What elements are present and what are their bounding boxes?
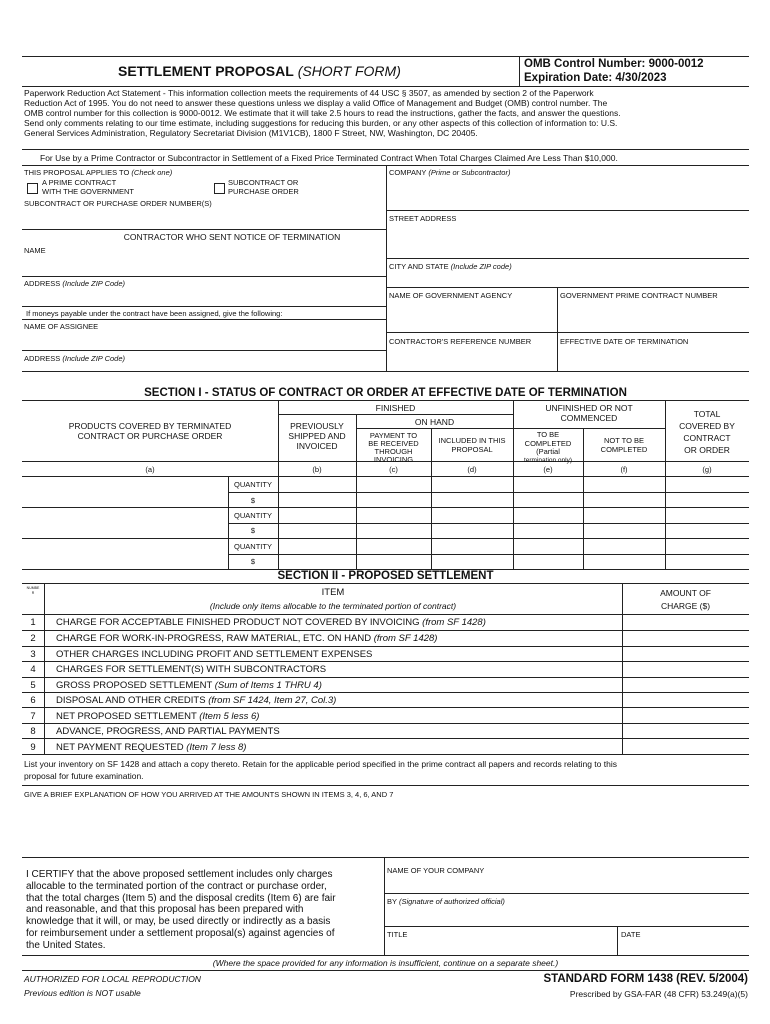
- item-text: CHARGE FOR ACCEPTABLE FINISHED PRODUCT NOT COVERED BY INVOICING (from SF 1428): [56, 617, 486, 628]
- amount-field[interactable]: [624, 725, 747, 737]
- col-e-heading: TO BE COMPLETED (Partial termination only): [523, 430, 573, 464]
- item-heading: ITEM: [321, 587, 345, 598]
- paperwork-line: Send only comments relating to our time estimate, including suggestions for reducing this burden, or any other aspects of this collection of information to: U.S.: [24, 118, 618, 128]
- item-number: 1: [30, 617, 36, 628]
- usage-line: For Use by a Prime Contractor or Subcontractor in Settlement of a Fixed Price Terminated Contract When Total Charges Claimed Are Less Than $10,000.: [40, 153, 618, 163]
- item-number: 4: [30, 664, 36, 675]
- government-agency-field[interactable]: [389, 301, 555, 331]
- amount-field[interactable]: [624, 709, 747, 722]
- paperwork-line: Paperwork Reduction Act Statement - This information collection meets the requirements of 44 USC § 3507, as amended by section 2 of the Paperwork: [24, 88, 594, 98]
- col-letter-c: (c): [389, 465, 398, 474]
- assignee-name-label: NAME OF ASSIGNEE: [24, 322, 99, 331]
- paperwork-line: Reduction Act of 1995. You do not need to answer these questions unless we display a valid Office of Management and Budget (OMB) control number. The: [24, 98, 608, 108]
- amount-field[interactable]: [624, 679, 747, 691]
- quantity-label-1: QUANTITY: [234, 480, 272, 489]
- section2-title: SECTION II - PROPOSED SETTLEMENT: [277, 570, 494, 582]
- inventory-note: List your inventory on SF 1428 and attach a copy thereto. Retain for the applicable period specified in the prime contract all papers and records relating to this proposal for future examination.: [24, 759, 617, 781]
- item-text: NET PAYMENT REQUESTED (Item 7 less 8): [56, 742, 247, 753]
- applies-label: THIS PROPOSAL APPLIES TO (Check one): [24, 168, 173, 177]
- item-text: ADVANCE, PROGRESS, AND PARTIAL PAYMENTS: [56, 726, 280, 737]
- certification-text: I CERTIFY that the above proposed settlement includes only charges allocable to the terminated portion of the contract or purchase order, that the total charges (Item 5) and the disposal credits (Item 6) are fair and reasonable, and that this proposal has been prepared with knowledge that it will, or may, be used directly or indirectly as a basis for reimbursement under a settlement proposal(s) against agencies of the United States.: [26, 869, 336, 951]
- item-text: CHARGE FOR WORK-IN-PROGRESS, RAW MATERIAL, ETC. ON HAND (from SF 1428): [56, 633, 438, 644]
- effective-date-label: EFFECTIVE DATE OF TERMINATION: [560, 337, 689, 346]
- omb-control-number: OMB Control Number: 9000-0012: [524, 58, 704, 70]
- assignee-address-label: ADDRESS (Include ZIP Code): [24, 354, 126, 363]
- section1-title: SECTION I - STATUS OF CONTRACT OR ORDER AT EFFECTIVE DATE OF TERMINATION: [144, 387, 627, 399]
- item-number: 9: [30, 742, 36, 753]
- col-letter-a: (a): [145, 465, 155, 474]
- prime-contract-label: A PRIME CONTRACT WITH THE GOVERNMENT: [42, 178, 134, 196]
- company-label: COMPANY (Prime or Subcontractor): [389, 168, 511, 177]
- prime-contract-number-field[interactable]: [560, 301, 748, 331]
- street-address-field[interactable]: [389, 225, 749, 257]
- form-title-sub: (SHORT FORM): [297, 63, 401, 79]
- subcontract-number-label: SUBCONTRACT OR PURCHASE ORDER NUMBER(S): [24, 199, 212, 208]
- item-number: 8: [30, 726, 36, 737]
- form-title: [118, 63, 401, 79]
- finished-heading: FINISHED: [375, 403, 416, 413]
- form-title-main: SETTLEMENT PROPOSAL: [118, 63, 294, 79]
- col-d-heading: INCLUDED IN THIS PROPOSAL: [438, 436, 506, 454]
- col-c-heading: PAYMENT TO BE RECEIVED THROUGH INVOICING: [368, 431, 419, 464]
- subcontract-number-field[interactable]: [24, 209, 384, 229]
- amount-field[interactable]: [624, 616, 747, 629]
- item-text: GROSS PROPOSED SETTLEMENT (Sum of Items 1 THRU 4): [56, 680, 322, 691]
- explanation-label: GIVE A BRIEF EXPLANATION OF HOW YOU ARRIVED AT THE AMOUNTS SHOWN IN ITEMS 3, 4, 6, AND 7: [24, 790, 394, 799]
- col-letter-f: (f): [620, 465, 628, 474]
- paperwork-statement: [24, 88, 754, 138]
- item-number: 5: [30, 680, 36, 691]
- col-letter-e: (e): [543, 465, 553, 474]
- dollar-label-3: $: [250, 557, 256, 566]
- item-number-label: NUMBER: [26, 586, 40, 595]
- company-name-field[interactable]: [387, 876, 747, 892]
- col-a-heading: PRODUCTS COVERED BY TERMINATED CONTRACT OR PURCHASE ORDER: [68, 421, 232, 441]
- item-number: 2: [30, 633, 36, 644]
- city-state-label: CITY AND STATE (Include ZIP code): [389, 262, 512, 271]
- contractor-name-label: NAME: [24, 246, 46, 255]
- date-label: DATE: [621, 930, 641, 939]
- expiration-date: Expiration Date: 4/30/2023: [524, 72, 667, 84]
- col-f-heading: NOT TO BE COMPLETED: [600, 436, 648, 454]
- dollar-label-2: $: [250, 526, 256, 535]
- on-hand-heading: ON HAND: [414, 417, 455, 427]
- unfinished-heading: UNFINISHED OR NOT COMMENCED: [545, 403, 633, 423]
- contractor-address-label: ADDRESS (Include ZIP Code): [24, 279, 126, 288]
- col-letter-g: (g): [702, 465, 712, 474]
- title-field[interactable]: [387, 940, 615, 954]
- title-label: TITLE: [387, 930, 408, 939]
- government-agency-label: NAME OF GOVERNMENT AGENCY: [389, 291, 513, 300]
- col-g-heading: TOTAL COVERED BY CONTRACT OR ORDER: [679, 409, 735, 455]
- subcontract-label: SUBCONTRACT OR PURCHASE ORDER: [228, 178, 299, 196]
- assigned-note: If moneys payable under the contract have been assigned, give the following:: [26, 309, 283, 318]
- space-note: (Where the space provided for any information is insufficient, continue on a separate sheet.): [212, 958, 559, 968]
- amount-field[interactable]: [624, 632, 747, 645]
- prime-contract-checkbox[interactable]: [27, 183, 38, 194]
- col-letter-d: (d): [467, 465, 477, 474]
- city-state-field[interactable]: [389, 272, 749, 286]
- assignee-name-field[interactable]: [24, 332, 384, 350]
- item-text: NET PROPOSED SETTLEMENT (Item 5 less 6): [56, 711, 260, 722]
- quantity-label-2: QUANTITY: [234, 511, 272, 520]
- contractor-name-field[interactable]: [24, 256, 384, 276]
- item-text: OTHER CHARGES INCLUDING PROFIT AND SETTLEMENT EXPENSES: [56, 649, 373, 660]
- item-number: 7: [30, 711, 36, 722]
- paperwork-line: OMB control number for this collection is 9000-0012. We estimate that it will take 2.5 hours to read the instructions, gather the facts, and answer the questions.: [24, 108, 621, 118]
- amount-field[interactable]: [624, 740, 747, 753]
- date-field[interactable]: [621, 940, 747, 954]
- signature-field[interactable]: [387, 907, 747, 925]
- item-text: DISPOSAL AND OTHER CREDITS (from SF 1424, Item 27, Col.3): [56, 695, 337, 706]
- quantity-label-3: QUANTITY: [234, 542, 272, 551]
- form-number: STANDARD FORM 1438 (REV. 5/2004): [543, 973, 748, 985]
- company-field[interactable]: [389, 178, 749, 210]
- contractor-address-field[interactable]: [24, 289, 384, 305]
- amount-field[interactable]: [624, 694, 747, 706]
- effective-date-field[interactable]: [560, 347, 748, 369]
- item-text: CHARGES FOR SETTLEMENT(S) WITH SUBCONTRACTORS: [56, 664, 327, 675]
- amount-heading: AMOUNT OF CHARGE ($): [660, 588, 711, 611]
- dollar-label-1: $: [250, 496, 256, 505]
- prime-contract-number-label: GOVERNMENT PRIME CONTRACT NUMBER: [560, 291, 718, 300]
- item-number: 6: [30, 695, 36, 706]
- explanation-field[interactable]: [24, 801, 748, 855]
- signature-label: BY (Signature of authorized official): [387, 897, 505, 906]
- col-b-heading: PREVIOUSLY SHIPPED AND INVOICED: [288, 421, 346, 451]
- item-number: 3: [30, 649, 36, 660]
- paperwork-line: General Services Administration, Regulatory Secretariat Division (M1V1CB), 1800 F Street, NW, Washington, DC 20405.: [24, 128, 478, 138]
- company-name-label: NAME OF YOUR COMPANY: [387, 866, 485, 875]
- amount-field[interactable]: [624, 663, 747, 676]
- prescribed-by: Prescribed by GSA-FAR (48 CFR) 53.249(a)(5): [569, 989, 748, 999]
- amount-field[interactable]: [624, 648, 747, 660]
- contractor-heading: CONTRACTOR WHO SENT NOTICE OF TERMINATION: [123, 232, 341, 242]
- item-note: (Include only items allocable to the terminated portion of contract): [209, 601, 457, 611]
- street-address-label: STREET ADDRESS: [389, 214, 457, 223]
- contractor-reference-label: CONTRACTOR'S REFERENCE NUMBER: [389, 337, 532, 346]
- previous-edition: Previous edition is NOT usable: [24, 988, 141, 998]
- subcontract-checkbox[interactable]: [214, 183, 225, 194]
- authorized-reproduction: AUTHORIZED FOR LOCAL REPRODUCTION: [24, 974, 201, 984]
- contractor-reference-field[interactable]: [389, 347, 555, 369]
- col-letter-b: (b): [312, 465, 322, 474]
